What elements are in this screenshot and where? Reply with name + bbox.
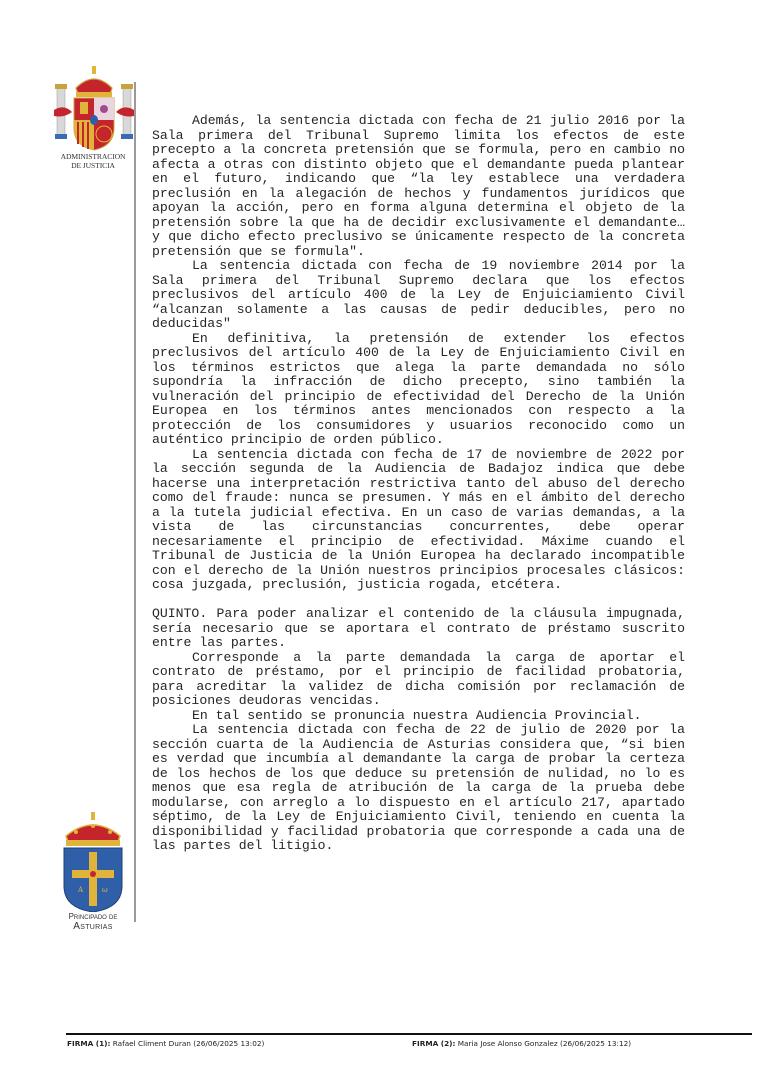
caption-line: Principado de <box>68 912 118 921</box>
footer-rule <box>66 1033 752 1035</box>
paragraph: La sentencia dictada con fecha de 17 de noviembre de 2022 por la sección segunda de la Audiencia de Badajoz indica que debe hacerse una interpretación restrictiva tanto del abuso del derecho como del fraude: nunca se presumen. Y más en el ámbito del derecho a la tutela judicial efectiva. En un caso de varias demandas, a la vista de las circunstancias concurrentes, debe operar necesariamente el principio de efectividad. Máxime cuando el Tribunal de Justicia de la Unión Europea ha declarado incompatible con el derecho de la Unión nuestros principios procesales clásicos: cosa juzgada, preclusión, justicia rogada, etcétera. <box>152 446 685 592</box>
caption-line: ADMINISTRACION <box>60 152 126 161</box>
signature-value: Rafael Climent Duran (26/06/2025 13:02) <box>112 1039 265 1048</box>
svg-text:ω: ω <box>102 886 108 894</box>
emblem-top-caption <box>50 152 136 170</box>
caption-line: Asturias <box>73 921 113 932</box>
paragraph: Además, la sentencia dictada con fecha de 21 julio 2016 por la Sala primera del Tribunal Supremo limita los efectos de este precepto a la concreta pretensión que se formula, pero en cambio no afecta a otras con distinto objeto que el demandante pueda plantear en el futuro, indicando que “la ley establece una verdadera preclusión en la alegación de hechos y fundamentos jurídicos que apoyan la acción, pero en forma alguna determina el objeto de la pretensión sobre la que ha de decidir exclusivamente el demandante… y que dicho efecto preclusivo se únicamente respecto de la concreta pretensión que se formula". <box>152 113 685 259</box>
signature-label: FIRMA (2): <box>412 1039 456 1048</box>
margin-divider <box>134 82 136 922</box>
paragraph: La sentencia dictada con fecha de 22 de julio de 2020 por la sección cuarta de la Audiencia de Asturias considera que, “si bien es verdad que incumbía al demandante la carga de probar la certeza de los hechos de los que deduce su pretensión de nulidad, no lo es menos que esa regla de atribución de la carga de la prueba debe modularse, con arreglo a lo dispuesto en el artículo 217, apartado séptimo, de la Ley de Enjuiciamiento Civil, teniendo en cuenta la disponibilidad y facilidad probatoria que corresponde a cada una de las partes del litigio. <box>152 722 685 853</box>
paragraph: En tal sentido se pronuncia nuestra Audiencia Provincial. <box>192 707 642 723</box>
emblem-bottom-caption <box>50 912 136 932</box>
signature-label: FIRMA (1): <box>67 1039 111 1048</box>
signature-1 <box>67 1039 264 1048</box>
paragraph: Corresponde a la parte demandada la carga de aportar el contrato de préstamo, por el principio de facilidad probatoria, para acreditar la validez de dicha comisión por reclamación de posiciones deudoras vencidas. <box>152 649 685 708</box>
section-heading-paragraph: QUINTO. Para poder analizar el contenido de la cláusula impugnada, sería necesario que se aportara el contrato de préstamo suscrito entre las partes. <box>152 606 685 650</box>
document-body <box>152 114 685 854</box>
svg-text:A: A <box>78 886 84 894</box>
paragraph: En definitiva, la pretensión de extender los efectos preclusivos del artículo 400 de la Ley de Enjuiciamiento Civil en los términos estrictos que alega la parte demandada no sólo supondría la infracción de dicho precepto, sino también la vulneración del principio de efectividad del Derecho de la Unión Europea en los términos antes mencionados con respecto a la protección de los consumidores y usuarios reconocido como un auténtico principio de orden público. <box>152 330 685 447</box>
caption-line: DE JUSTICIA <box>71 161 115 170</box>
asturias-coat-of-arms-icon <box>58 812 128 912</box>
signature-2 <box>412 1039 631 1048</box>
paragraph: La sentencia dictada con fecha de 19 noviembre 2014 por la Sala primera del Tribunal Supremo declara que los efectos preclusivos del artículo 400 de la Ley de Enjuiciamiento Civil “alcanzan solamente a las causas de pedir deducibles, pero no deducidas" <box>152 258 685 331</box>
signature-value: Maria Jose Alonso Gonzalez (26/06/2025 13:12) <box>457 1039 632 1048</box>
